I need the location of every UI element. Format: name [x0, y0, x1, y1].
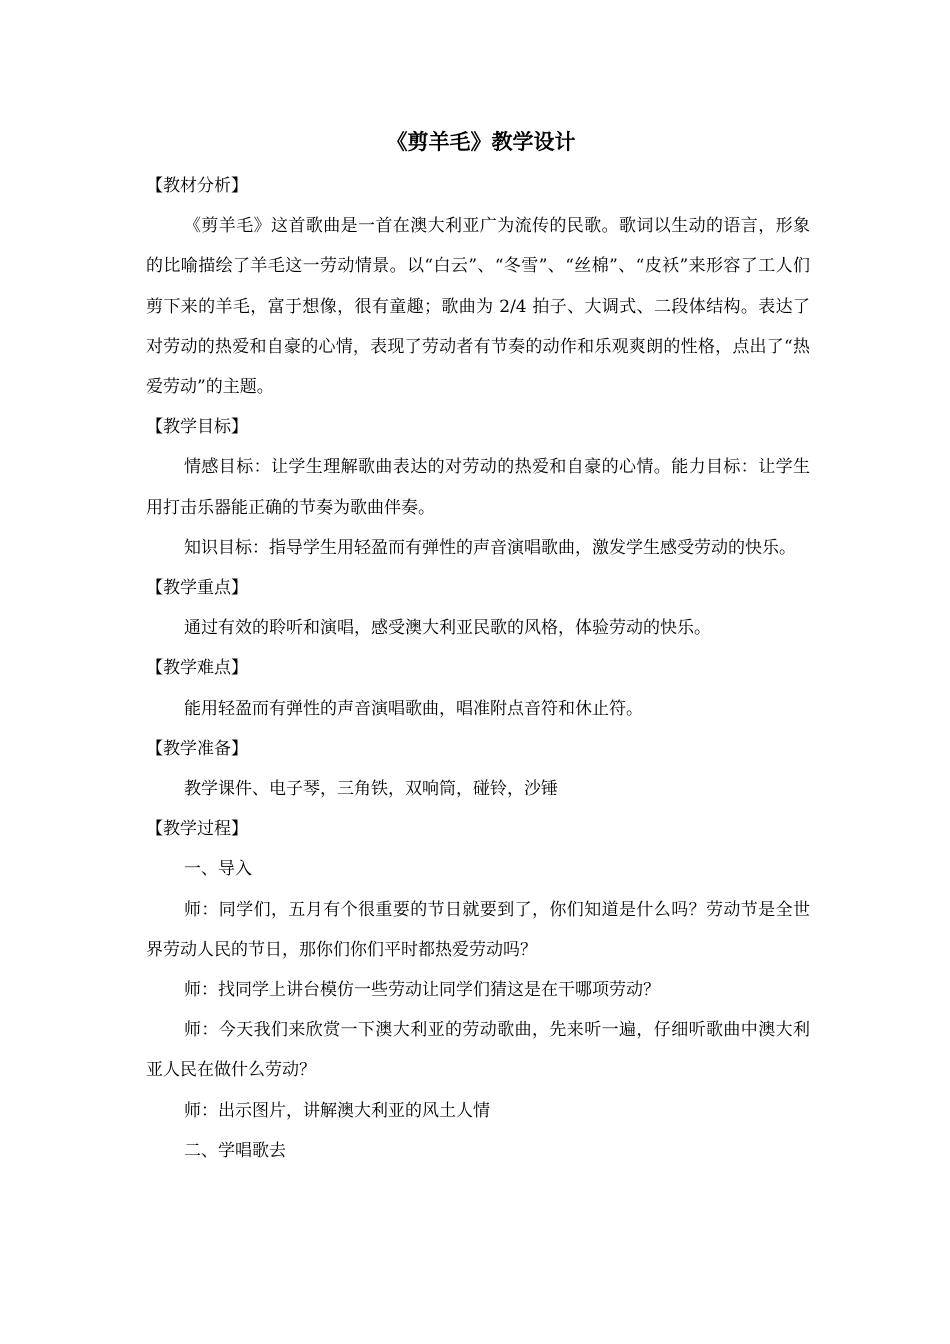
difficulties-paragraph: 能用轻盈而有弹性的声音演唱歌曲，唱准附点音符和休止符。	[184, 698, 643, 719]
process-paragraph: 师：找同学上讲台模仿一些劳动让同学们猜这是在干哪项劳动？	[184, 980, 660, 1001]
section-heading-difficulties: 【教学难点】	[146, 658, 248, 679]
section-heading-analysis: 【教材分析】	[146, 176, 248, 196]
process-paragraph: 师：今天我们来欣赏一下澳大利亚的劳动歌曲，先来听一遍，仔细听歌曲中澳大利亚人民在做什么劳动？	[146, 1020, 810, 1081]
process-paragraph: 师：同学们，五月有个很重要的节日就要到了，你们知道是什么吗？劳动节是全世界劳动人民的节日，那你们你们平时都热爱劳动吗？	[146, 899, 810, 960]
goals-paragraph-emotion-ability: 情感目标：让学生理解歌曲表达的对劳动的热爱和自豪的心情。能力目标：让学生用打击乐器能正确的节奏为歌曲伴奏。	[146, 457, 810, 518]
goals-paragraph-knowledge: 知识目标：指导学生用轻盈而有弹性的声音演唱歌曲，激发学生感受劳动的快乐。	[184, 537, 796, 558]
process-step-intro: 一、导入	[184, 859, 252, 880]
section-heading-key-points: 【教学重点】	[146, 578, 248, 599]
document-title: 《剪羊毛》教学设计	[386, 129, 576, 154]
section-heading-process: 【教学过程】	[146, 819, 248, 840]
document-body	[146, 126, 810, 1171]
analysis-paragraph: 《剪羊毛》这首歌曲是一首在澳大利亚广为流传的民歌。歌词以生动的语言，形象的比喻描绘了羊毛这一劳动情景。以“白云”、“冬雪”、“丝棉”、“皮袄”来形容了工人们剪下来的羊毛，富于想像，很有童趣；歌曲为 2/4 拍子、大调式、二段体结构。表达了对劳动的热爱和自豪的心情，表现了劳动者有节奏的动作和乐观爽朗的性格，点出了“热爱劳动”的主题。	[146, 216, 810, 398]
key-points-paragraph: 通过有效的聆听和演唱，感受澳大利亚民歌的风格，体验劳动的快乐。	[184, 618, 711, 639]
process-paragraph: 师：出示图片，讲解澳大利亚的风土人情	[184, 1100, 490, 1121]
section-heading-goals: 【教学目标】	[146, 417, 248, 438]
section-heading-preparation: 【教学准备】	[146, 738, 248, 759]
process-step-learn-song: 二、学唱歌去	[184, 1140, 286, 1161]
preparation-paragraph: 教学课件、电子琴，三角铁，双响筒，碰铃，沙锤	[184, 779, 558, 800]
